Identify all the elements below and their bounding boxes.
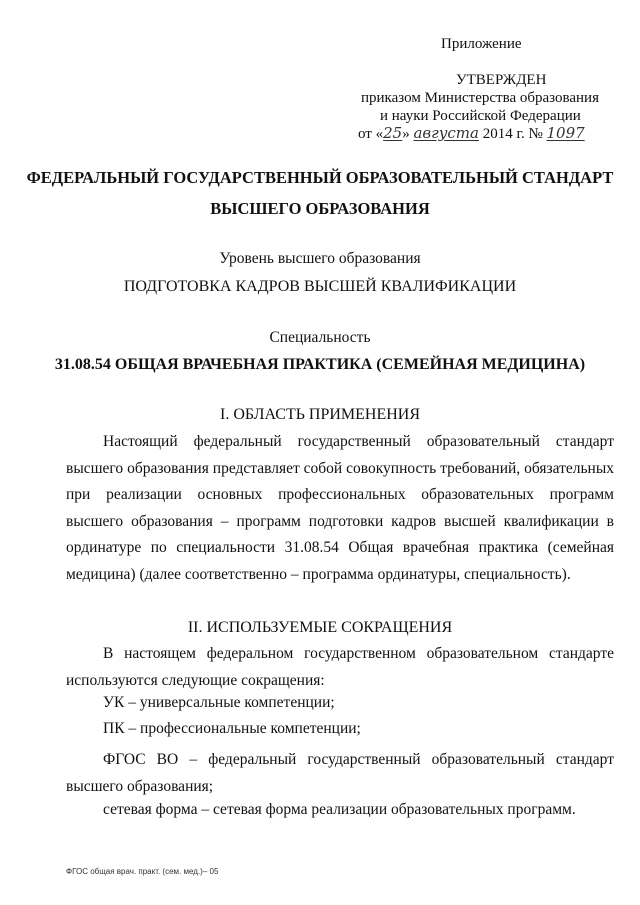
specialty-value: 31.08.54 ОБЩАЯ ВРАЧЕБНАЯ ПРАКТИКА (СЕМЕЙНАЯ МЕДИЦИНА): [54, 356, 586, 373]
order-year: 2014 г. №: [478, 126, 547, 142]
order-day: 25: [383, 124, 403, 142]
education-level-value: ПОДГОТОВКА КАДРОВ ВЫСШЕЙ КВАЛИФИКАЦИИ: [123, 278, 517, 295]
approved-label: УТВЕРЖДЕН: [456, 72, 547, 88]
section-2-heading: II. ИСПОЛЬЗУЕМЫЕ СОКРАЩЕНИЯ: [187, 619, 453, 636]
page-footer: ФГОС общая врач. практ. (сем. мед.)– 05: [66, 867, 219, 876]
section-1-heading: I. ОБЛАСТЬ ПРИМЕНЕНИЯ: [219, 406, 421, 423]
abbreviation-uk: УК – универсальные компетенции;: [103, 694, 335, 711]
document-title-line-2: ВЫСШЕГО ОБРАЗОВАНИЯ: [210, 199, 430, 218]
abbreviation-network: сетевая форма – сетевая форма реализации образовательных программ.: [103, 801, 576, 818]
order-line-2: и науки Российской Федерации: [380, 108, 581, 124]
order-line-1: приказом Министерства образования: [361, 90, 599, 106]
section-2-intro: В настоящем федеральном государственном образовательном стандарте используются следующие сокращения:: [66, 645, 614, 689]
order-prefix: от «: [358, 126, 384, 142]
appendix-label: Приложение: [441, 36, 522, 52]
order-date-line: [358, 124, 585, 143]
document-title-line-1: ФЕДЕРАЛЬНЫЙ ГОСУДАРСТВЕННЫЙ ОБРАЗОВАТЕЛЬНЫЙ СТАНДАРТ: [26, 168, 614, 187]
order-number: 1097: [546, 124, 585, 142]
education-level-label: Уровень высшего образования: [219, 250, 421, 267]
section-1-paragraph: Настоящий федеральный государственный образовательный стандарт высшего образования представляет собой совокупность требований, обязательных при реализации основных профессиональных образовательных программ высшего образования – программ подготовки кадров высшей квалификации в ординатуре по специальности 31.08.54 Общая врачебная практика (семейная медицина) (далее соответственно – программа ординатуры, специальность).: [66, 433, 614, 583]
order-month: августа: [413, 124, 479, 142]
abbreviation-pk: ПК – профессиональные компетенции;: [103, 720, 361, 737]
order-mid: »: [402, 126, 414, 142]
specialty-label: Специальность: [269, 329, 371, 346]
abbreviation-fgos: ФГОС ВО – федеральный государственный образовательный стандарт высшего образования;: [66, 751, 614, 795]
